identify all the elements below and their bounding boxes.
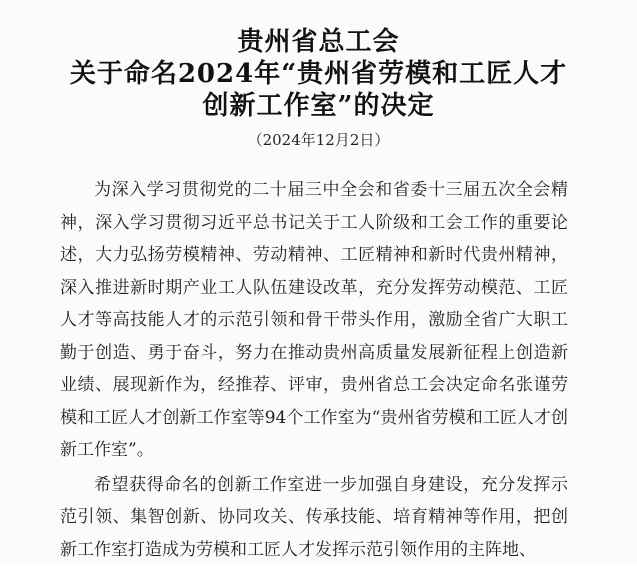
body-paragraph-2: 希望获得命名的创新工作室进一步加强自身建设，充分发挥示范引领、集智创新、协同攻关、传承技能、培育精神等作用，把创新工作室打造成为劳模和工匠人才发挥示范引领作用的主阵地、 <box>60 469 568 566</box>
document-body <box>60 174 568 566</box>
document-date: （2024年12月2日） <box>0 130 637 150</box>
document-header <box>0 26 637 150</box>
issuer-title: 贵州省总工会 <box>0 26 637 58</box>
body-paragraph-1: 为深入学习贯彻党的二十届三中全会和省委十三届五次全会精神，深入学习贯彻习近平总书记关于工人阶级和工会工作的重要论述，大力弘扬劳模精神、劳动精神、工匠精神和新时代贵州精神，深入推进新时期产业工人队伍建设改革，充分发挥劳动模范、工匠人才等高技能人才的示范引领和骨干带头作用，激励全省广大职工勤于创造、勇于奋斗，努力在推动贵州高质量发展新征程上创造新业绩、展现新作为，经推荐、评审，贵州省总工会决定命名张谨劳模和工匠人才创新工作室等94个工作室为“贵州省劳模和工匠人才创新工作室”。 <box>60 174 568 467</box>
document-title-line-2: 关于命名2024年“贵州省劳模和工匠人才 <box>0 58 637 90</box>
document-title-line-3: 创新工作室”的决定 <box>0 90 637 122</box>
